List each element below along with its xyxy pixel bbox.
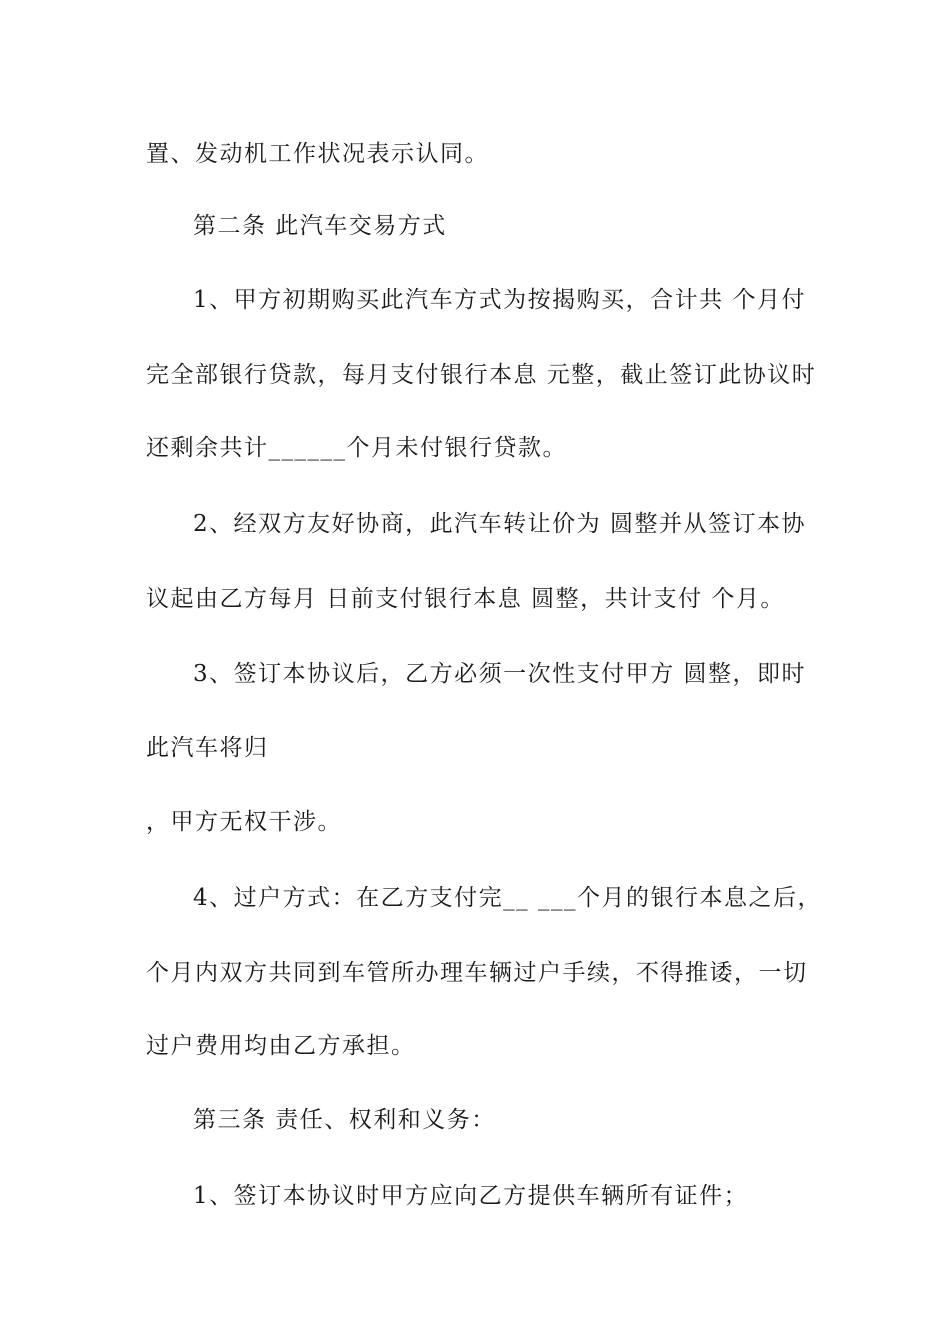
text-line-11: 4、过户方式：在乙方支付完__ ___个月的银行本息之后， [193, 885, 822, 911]
text-line-8: 3、签订本协议后，乙方必须一次性支付甲方 圆整，即时 [193, 661, 806, 687]
text-line-9: 此汽车将归 [146, 735, 269, 761]
text-line-13: 过户费用均由乙方承担。 [146, 1033, 416, 1059]
section-heading-3: 第三条 责任、权利和义务： [193, 1107, 496, 1133]
text-line-15: 1、签订本协议时甲方应向乙方提供车辆所有证件； [193, 1183, 749, 1209]
text-line-7: 议起由乙方每月 日前支付银行本息 圆整，共计支付 个月。 [146, 586, 785, 612]
text-line-5: 还剩余共计______个月未付银行贷款。 [146, 435, 567, 461]
text-line-1: 置、发动机工作状况表示认同。 [146, 141, 489, 167]
text-line-10: ，甲方无权干涉。 [146, 809, 342, 835]
text-line-6: 2、经双方友好协商，此汽车转让价为 圆整并从签订本协 [193, 511, 806, 537]
text-line-3: 1、甲方初期购买此汽车方式为按揭购买，合计共 个月付 [193, 287, 806, 313]
text-line-4: 完全部银行贷款，每月支付银行本息 元整，截止签订此协议时 [146, 362, 817, 388]
text-line-12: 个月内双方共同到车管所办理车辆过户手续，不得推诿，一切 [146, 960, 808, 986]
section-heading-2: 第二条 此汽车交易方式 [193, 213, 447, 239]
